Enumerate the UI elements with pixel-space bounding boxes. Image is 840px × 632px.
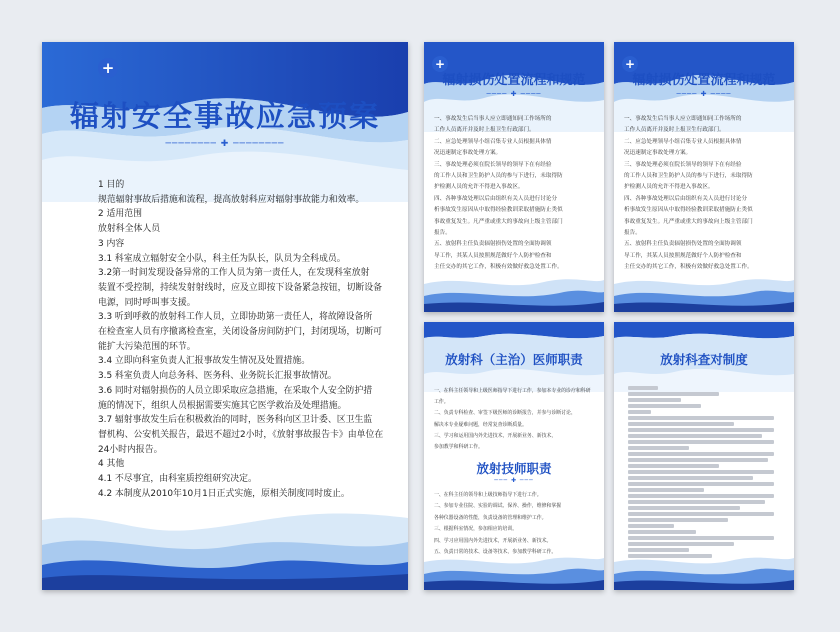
title-divider-icon: ──── ✚ ──── <box>486 90 542 98</box>
body-line: 五、放射科主任负责辐射损伤处置的全面协调领 <box>624 241 742 248</box>
body-line: 3 内容 <box>98 238 125 249</box>
bottom1-body-text <box>434 386 598 453</box>
body-line: 督机构、公安机关报告，最迟不超过2小时，《放射事故报告卡》由单位在 <box>98 429 384 440</box>
body-line: 工作人员离开并及时上报卫生行政部门。 <box>434 127 535 134</box>
body-line: 护检测人员的允许不得进入事故区。 <box>434 184 524 191</box>
body-line: 装置不受控制，持续发射射线时，应及立即按下设备紧急按钮，切断设备 <box>98 282 382 293</box>
body-line: 况迅速制定事故处理方案。 <box>624 150 692 157</box>
body-line: 24小时内报告。 <box>98 444 163 455</box>
top2-title: 辐射损伤处置流程和规范 <box>632 73 776 88</box>
body-line: 导工作，其某人员按照规范做好个人防护检查和 <box>624 252 742 259</box>
body-line: 3.2第一时间发现设备异常的工作人员为第一责任人，在发现科室放射 <box>98 268 370 279</box>
body-line: 报告。 <box>434 230 451 237</box>
body-line: 四、学习应用国内外先进技术，开展新业务、新技术。 <box>434 537 552 544</box>
body-line: 三、事故处理必须在院长领导的领导下在有经验 <box>434 161 552 168</box>
title-divider-icon: ──────── ✚ ──────── <box>165 139 285 149</box>
body-line: 3.1 科室成立辐射安全小队，科主任为队长，队员为全科成员。 <box>98 253 346 264</box>
body-line: 施的情况下，组织人员根据需要实施其它医学救治及处理措施。 <box>98 400 347 411</box>
body-line: 析事故发生原因从中取得经验教训采取措施防止类似 <box>624 207 753 214</box>
poster-top-1 <box>424 42 604 312</box>
body-line: 主任交办的其它工作，积极有效做好救急处置工作。 <box>624 264 753 271</box>
body-line: 2 适用范围 <box>98 209 142 220</box>
body-line: 护检测人员的允许不得进入事故区。 <box>624 184 714 191</box>
body-line: 三、根据科室情况，参加相应的培训。 <box>434 526 518 533</box>
body-line: 4 其他 <box>98 459 125 470</box>
wave-decoration <box>614 550 794 590</box>
body-line: 3.7 辐射事故发生后在积极救治的同时，医务科向区卫计委、区卫生监 <box>98 415 373 426</box>
body-line: 一、在科主任领导和上级医师指导下进行工作，参加本专业的诊疗和科研 <box>434 388 591 394</box>
body-line: 电源，同时呼叫事支援。 <box>98 297 196 308</box>
main-body-text <box>98 178 398 501</box>
bottom2-title: 放射科查对制度 <box>660 352 748 367</box>
poster-bottom-1 <box>424 322 604 590</box>
bottom1-subtitle: 放射技师职责 <box>476 461 552 476</box>
body-line: 况迅速制定事故处理方案。 <box>434 150 502 157</box>
wave-decoration <box>424 270 604 312</box>
title-divider-icon: ──── ✚ ──── <box>676 90 732 98</box>
poster-main <box>42 42 408 590</box>
medical-cross-icon: + <box>98 58 118 78</box>
poster-bottom-2 <box>614 322 794 590</box>
body-line: 3.3 听到呼救的放射科工作人员，立即协助第一责任人，将故障设备所 <box>98 312 373 323</box>
top1-body-text <box>434 114 596 274</box>
bottom1-title: 放射科（主治）医师职责 <box>445 352 583 367</box>
body-line: 参加教学和科研工作。 <box>434 444 483 451</box>
body-line: 的工作人员和卫生防护人员的参与下进行，未取得防 <box>624 173 753 180</box>
body-line: 三、学习和运用国内外先进技术，开展新业务、新技术， <box>434 432 557 439</box>
top1-title: 辐射损伤处置流程和规范 <box>442 73 586 88</box>
body-line: 一、在科主任的领导和上级技师指导下进行工作。 <box>434 492 542 498</box>
body-line: 五、负责日常的技术、设备等技术，参加教学科研工作。 <box>434 549 557 556</box>
body-line: 二、应急处理领导小组召集专业人员根据具体情 <box>434 138 552 145</box>
body-line: 4.2 本制度从2010年10月1日正式实施，原相关制度同时废止。 <box>98 488 350 499</box>
body-line: 能扩大污染范围的环节。 <box>98 341 196 352</box>
body-line: 解决本专业疑难问题，经常复查诊断质量。 <box>434 421 527 428</box>
body-line: 1 目的 <box>98 180 125 190</box>
subtitle-divider-icon: ─── ✚ ─── <box>494 477 534 484</box>
body-line: 工作。 <box>434 399 449 406</box>
body-line: 二、负责专科检查、审签下级医师的诊断报告，并参与诊断讨论， <box>434 410 576 417</box>
body-line: 事故重复发生。凡严重或重大的事故向上级主管部门 <box>624 218 753 225</box>
body-line: 放射科全体人员 <box>98 224 161 235</box>
body-line: 的工作人员和卫生防护人员的参与下进行，未取得防 <box>434 173 563 180</box>
body-line: 4.1 不尽事宜，由科室质控组研究决定。 <box>98 474 257 485</box>
body-line: 四、各种事故处理以后由组织有关人员进行讨论分 <box>434 195 558 202</box>
body-line: 报告。 <box>624 230 641 237</box>
body-line: 工作人员离开并及时上报卫生行政部门。 <box>624 127 725 134</box>
body-line: 五、放射科主任负责辐射损伤处置的全面协调领 <box>434 241 552 248</box>
medical-cross-icon: + <box>432 56 448 72</box>
medical-cross-icon: + <box>622 56 638 72</box>
body-line: 析事故发生原因从中取得经验教训采取措施防止类似 <box>434 207 563 214</box>
body-line: 导工作，其某人员按照规范做好个人防护检查和 <box>434 252 552 259</box>
body-line: 三、事故处理必须在院长领导的领导下在有经验 <box>624 161 742 168</box>
body-line: 二、应急处理领导小组召集专业人员根据具体情 <box>624 138 742 145</box>
body-line: 在检查室人员有序撤离检查室，关闭设备房间防护门，封闭现场，切断可 <box>98 327 382 338</box>
poster-top-2 <box>614 42 794 312</box>
body-line: 主任交办的其它工作，积极有效做好救急处置工作。 <box>434 264 563 271</box>
body-line: 3.4 立即向科室负责人汇报事故发生情况及处置措施。 <box>98 356 311 367</box>
body-line: 二、参加专业住院、实验的调试、保养、操作，维修和掌握 <box>434 503 562 510</box>
top2-body-text <box>624 114 786 274</box>
body-line: 一、事故发生后当事人应立即通知同工作场所的 <box>434 116 552 122</box>
body-line: 规范辐射事故后措施和流程，提高放射科应对辐射事故能力和效率。 <box>98 194 365 205</box>
main-title: 辐射安全事故应急预案 <box>69 99 380 133</box>
wave-decoration <box>42 500 408 590</box>
wave-decoration <box>614 270 794 312</box>
body-line: 一、事故发生后当事人应立即通知同工作场所的 <box>624 116 742 122</box>
body-line: 3.6 同时对辐射损伤的人员立即采取应急措施，在采取个人安全防护措 <box>98 385 373 396</box>
body-line: 各种仪器设备的性能，负责设备的管理和维护工作。 <box>434 514 547 521</box>
bottom1-body-text-2 <box>434 490 598 558</box>
body-line: 3.5 科室负责人向总务科、医务科、业务院长汇报事故情况。 <box>98 371 337 382</box>
body-line: 四、各种事故处理以后由组织有关人员进行讨论分 <box>624 195 748 202</box>
wave-decoration <box>424 550 604 590</box>
body-line: 事故重复发生。凡严重或重大的事故向上级主管部门 <box>434 218 563 225</box>
bottom2-fine-text <box>628 384 780 560</box>
